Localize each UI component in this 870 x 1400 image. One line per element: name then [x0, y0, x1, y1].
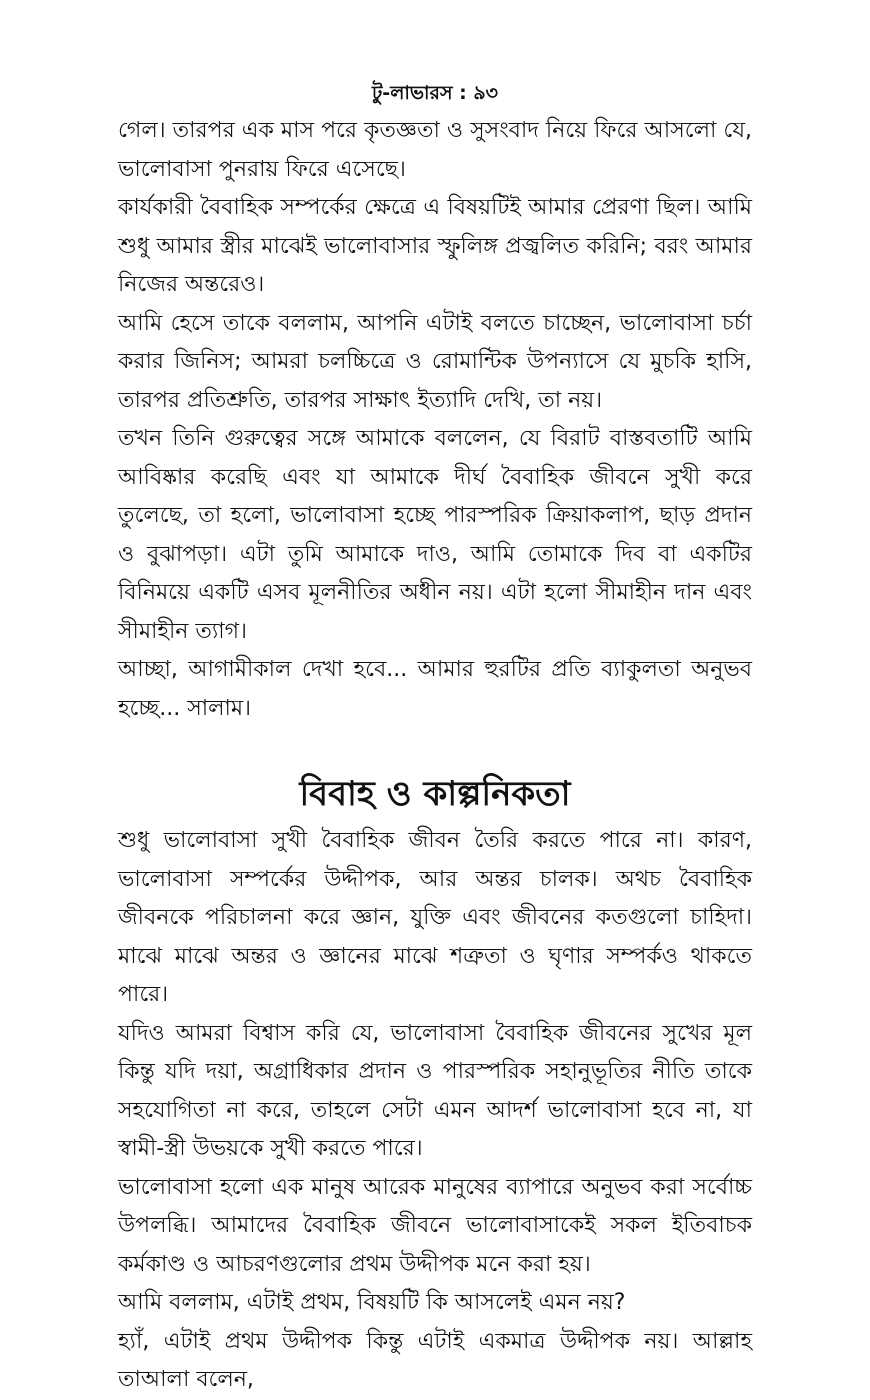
paragraph: যদিও আমরা বিশ্বাস করি যে, ভালোবাসা বৈবাহিক জীবনের সুখের মূল কিন্তু যদি দয়া, অগ্রাধিকার প্রদান ও পারস্পরিক সহানুভূতির নীতি তাকে সহযোগিতা না করে, তাহলে সেটা এমন আদর্শ ভালোবাসা হবে না, যা স্বামী-স্ত্রী উভয়কে সুখী করতে পারে। — [118, 1020, 752, 1161]
running-head: টু-লাভারস : ৯৩ — [371, 82, 499, 104]
paragraph: গেল। তারপর এক মাস পরে কৃতজ্ঞতা ও সুসংবাদ নিয়ে ফিরে আসলো যে, ভালোবাসা পুনরায় ফিরে এসেছে। — [118, 118, 752, 182]
paragraph: শুধু ভালোবাসা সুখী বৈবাহিক জীবন তৈরি করতে পারে না। কারণ, ভালোবাসা সম্পর্কের উদ্দীপক, আর অন্তর চালক। অথচ বৈবাহিক জীবনকে পরিচালনা করে জ্ঞান, যুক্তি এবং জীবনের কতগুলো চাহিদা। মাঝে মাঝে অন্তর ও জ্ঞানের মাঝে শত্রুতা ও ঘৃণার সম্পর্কও থাকতে পারে। — [118, 828, 752, 1007]
paragraph: আমি বললাম, এটাই প্রথম, বিষয়টি কি আসলেই এমন নয়? — [118, 1290, 626, 1315]
paragraph: তখন তিনি গুরুত্বের সঙ্গে আমাকে বললেন, যে বিরাট বাস্তবতাটি আমি আবিষ্কার করেছি এবং যা আমাকে দীর্ঘ বৈবাহিক জীবনে সুখী করে তুলেছে, তা হলো, ভালোবাসা হচ্ছে পারস্পরিক ক্রিয়াকলাপ, ছাড় প্রদান ও বুঝাপড়া। এটা তুমি আমাকে দাও, আমি তোমাকে দিব বা একটির বিনিময়ে একটি এসব মূলনীতির অধীন নয়। এটা হলো সীমাহীন দান এবং সীমাহীন ত্যাগ। — [118, 426, 752, 644]
paragraph: ভালোবাসা হলো এক মানুষ আরেক মানুষের ব্যাপারে অনুভব করা সর্বোচ্চ উপলব্ধি। আমাদের বৈবাহিক জীবনে ভালোবাসাকেই সকল ইতিবাচক কর্মকাণ্ড ও আচরণগুলোর প্রথম উদ্দীপক মনে করা হয়। — [118, 1174, 752, 1277]
paragraph: কার্যকারী বৈবাহিক সম্পর্কের ক্ষেত্রে এ বিষয়টিই আমার প্রেরণা ছিল। আমি শুধু আমার স্ত্রীর মাঝেই ভালোবাসার স্ফুলিঙ্গ প্রজ্বলিত করিনি; বরং আমার নিজের অন্তরেও। — [118, 195, 752, 297]
section-title: বিবাহ ও কাল্পনিকতা — [299, 774, 571, 814]
paragraph: আচ্ছা, আগামীকাল দেখা হবে... আমার হুরটির প্রতি ব্যাকুলতা অনুভব হচ্ছে... সালাম। — [118, 657, 752, 721]
paragraph: আমি হেসে তাকে বললাম, আপনি এটাই বলতে চাচ্ছেন, ভালোবাসা চর্চা করার জিনিস; আমরা চলচ্চিত্রে ও রোমান্টিক উপন্যাসে যে মুচকি হাসি, তারপর প্রতিশ্রুতি, তারপর সাক্ষাৎ ইত্যাদি দেখি, তা নয়। — [118, 310, 752, 413]
paragraph: হ্যাঁ, এটাই প্রথম উদ্দীপক কিন্তু এটাই একমাত্র উদ্দীপক নয়। আল্লাহ তাআলা বলেন, — [118, 1328, 752, 1392]
